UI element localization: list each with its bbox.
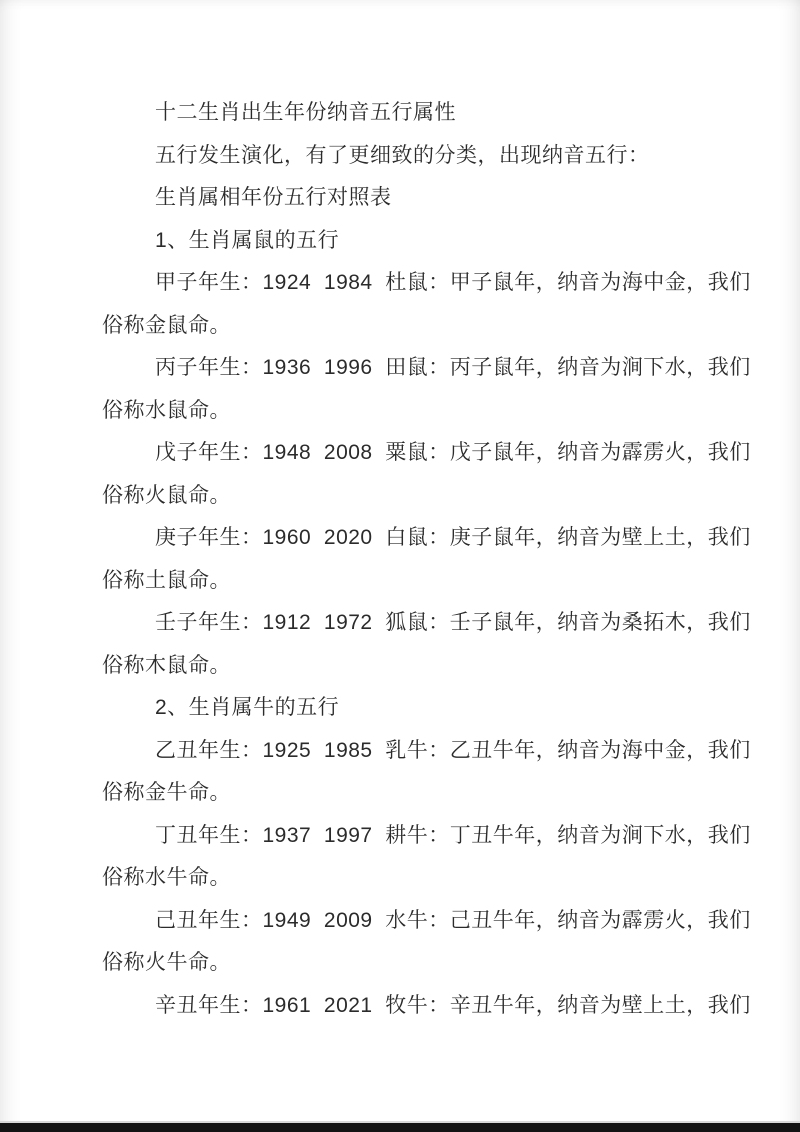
text-line: 俗称木鼠命。	[102, 653, 231, 677]
text-line: 己丑年生：1949 2009 水牛：己丑牛年，纳音为霹雳火，我们	[155, 908, 751, 932]
text-line: 戊子年生：1948 2008 粟鼠：戊子鼠年，纳音为霹雳火，我们	[155, 441, 751, 464]
text-line: 俗称火牛命。	[102, 951, 231, 974]
bottom-edge-bar	[0, 1121, 800, 1132]
text-line: 2、生肖属牛的五行	[155, 696, 340, 719]
text-line: 俗称火鼠命。	[102, 483, 231, 507]
text-line: 俗称金鼠命。	[102, 313, 231, 337]
text-line: 十二生肖出生年份纳音五行属性	[155, 101, 456, 124]
text-line: 庚子年生：1960 2020 白鼠：庚子鼠年，纳音为壁上土，我们	[155, 526, 751, 549]
text-line: 俗称金牛命。	[102, 781, 231, 804]
text-line: 生肖属相年份五行对照表	[155, 186, 392, 209]
text-line: 甲子年生：1924 1984 杜鼠：甲子鼠年，纳音为海中金，我们	[155, 271, 751, 294]
text-line: 辛丑年生：1961 2021 牧牛：辛丑牛年，纳音为壁上土，我们	[155, 993, 751, 1017]
text-line: 俗称土鼠命。	[102, 568, 231, 592]
text-line: 壬子年生：1912 1972 狐鼠：壬子鼠年，纳音为桑拓木，我们	[155, 611, 751, 634]
text-line: 俗称水牛命。	[102, 866, 231, 889]
document-text-block	[102, 92, 751, 1027]
text-line: 俗称水鼠命。	[102, 398, 231, 422]
text-line: 丁丑年生：1937 1997 耕牛：丁丑牛年，纳音为涧下水，我们	[155, 823, 751, 847]
text-line: 五行发生演化，有了更细致的分类，出现纳音五行：	[155, 143, 650, 167]
text-line: 丙子年生：1936 1996 田鼠：丙子鼠年，纳音为涧下水，我们	[155, 356, 751, 379]
text-line: 1、生肖属鼠的五行	[155, 228, 340, 252]
text-line: 乙丑年生：1925 1985 乳牛：乙丑牛年，纳音为海中金，我们	[155, 738, 751, 762]
